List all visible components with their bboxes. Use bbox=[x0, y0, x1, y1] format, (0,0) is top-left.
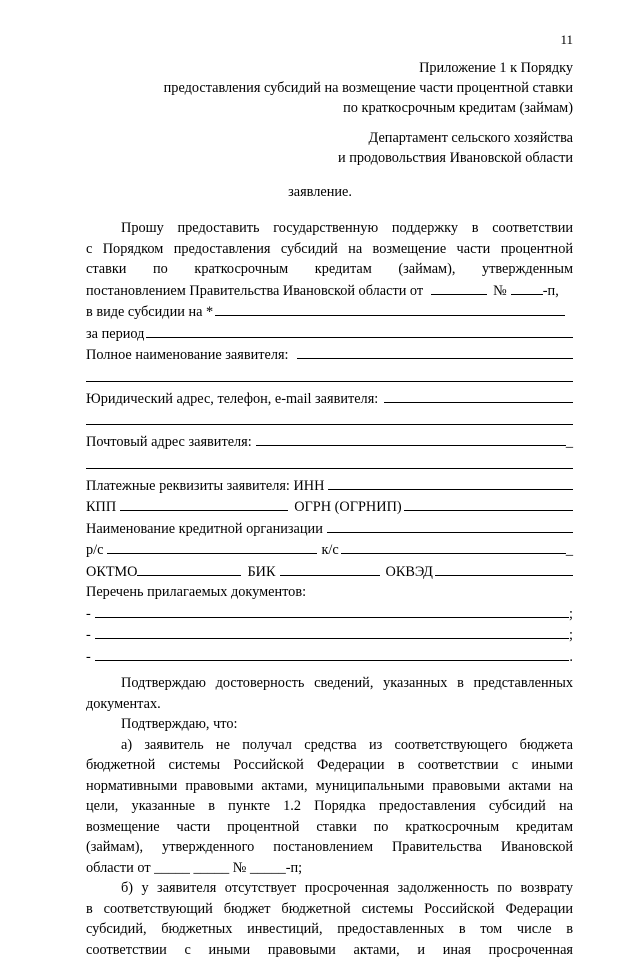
confirm-accuracy-line-1: Подтверждаю достоверность сведений, указанных в представленных bbox=[86, 673, 573, 694]
document-item-end: ; bbox=[569, 604, 573, 625]
oktmo-field[interactable] bbox=[137, 561, 241, 576]
item-a-line-3: нормативными правовыми актами, муниципальными правовыми актами на bbox=[86, 776, 573, 797]
intro-line-4 bbox=[86, 280, 573, 302]
document-item-row bbox=[86, 624, 573, 646]
item-b-line-1: б) у заявителя отсутствует просроченная задолженность по возврату bbox=[86, 878, 573, 899]
document-item-field[interactable] bbox=[95, 624, 569, 639]
resolution-label: постановлением Правительства Ивановской области от bbox=[86, 281, 423, 302]
item-a-line-7: области от _____ _____ № _____-п; bbox=[86, 858, 573, 879]
document-item-row bbox=[86, 603, 573, 625]
codes-row bbox=[86, 561, 573, 583]
full-name-field[interactable] bbox=[297, 344, 573, 359]
item-b-line-2: в соответствующий бюджет бюджетной системы Российской Федерации bbox=[86, 899, 573, 920]
subsidy-purpose-field[interactable] bbox=[215, 301, 565, 316]
document-item-dash: - bbox=[86, 647, 91, 668]
postal-address-field[interactable] bbox=[256, 431, 566, 446]
rs-field[interactable] bbox=[107, 539, 317, 554]
appendix-header bbox=[164, 58, 573, 118]
full-name-row bbox=[86, 344, 573, 366]
legal-address-field-continued[interactable] bbox=[86, 409, 573, 425]
confirm-accuracy-line-2: документах. bbox=[86, 694, 573, 715]
resolution-number-field[interactable] bbox=[511, 280, 543, 295]
item-a-line-4: цели, указанные в пункте 1.2 Порядка предоставления субсидий на bbox=[86, 796, 573, 817]
kpp-ogrn-row bbox=[86, 496, 573, 518]
legal-address-label: Юридический адрес, телефон, e-mail заявителя: bbox=[86, 389, 378, 410]
bik-field[interactable] bbox=[280, 561, 380, 576]
intro-line-2: с Порядком предоставления субсидий на возмещение части процентной bbox=[86, 239, 573, 260]
subsidy-purpose-label: в виде субсидии на * bbox=[86, 302, 213, 323]
document-item-row bbox=[86, 646, 573, 668]
number-sign: № bbox=[493, 281, 507, 302]
postal-address-row bbox=[86, 431, 573, 453]
legal-address-field[interactable] bbox=[384, 388, 573, 403]
confirm-heading: Подтверждаю, что: bbox=[86, 714, 573, 735]
inn-field[interactable] bbox=[328, 475, 573, 490]
document-item-dash: - bbox=[86, 604, 91, 625]
ks-field[interactable] bbox=[341, 539, 566, 554]
bank-row bbox=[86, 518, 573, 540]
document-item-dash: - bbox=[86, 625, 91, 646]
rs-label: р/с bbox=[86, 540, 103, 561]
ogrn-label: ОГРН (ОГРНИП) bbox=[294, 497, 401, 518]
ks-end: _ bbox=[566, 540, 573, 561]
addressee-line-1: Департамент сельского хозяйства bbox=[338, 128, 573, 148]
okved-field[interactable] bbox=[435, 561, 573, 576]
appendix-line-1: Приложение 1 к Порядку bbox=[164, 58, 573, 78]
item-b-line-3: субсидий, бюджетных инвестиций, предоставленных в том числе в bbox=[86, 919, 573, 940]
item-b-line-4: соответствии с иными правовыми актами, и иная просроченная bbox=[86, 940, 573, 960]
application-body bbox=[86, 218, 573, 960]
document-item-field[interactable] bbox=[95, 603, 569, 618]
subsidy-purpose-row bbox=[86, 301, 573, 323]
inn-row bbox=[86, 475, 573, 497]
intro-line-1: Прошу предоставить государственную поддержку в соответствии bbox=[86, 218, 573, 239]
resolution-date-field[interactable] bbox=[431, 280, 487, 295]
item-a-line-1: а) заявитель не получал средства из соответствующего бюджета bbox=[86, 735, 573, 756]
document-title: заявление. bbox=[0, 182, 640, 202]
ks-label: к/с bbox=[321, 540, 338, 561]
period-row bbox=[86, 323, 573, 345]
bik-label: БИК bbox=[247, 562, 275, 583]
item-a-line-6: (займам), утвержденного постановлением Правительства Ивановской bbox=[86, 837, 573, 858]
bank-field[interactable] bbox=[327, 518, 573, 533]
postal-address-field-continued[interactable] bbox=[86, 453, 573, 469]
oktmo-label: ОКТМО bbox=[86, 562, 137, 583]
inn-label: Платежные реквизиты заявителя: ИНН bbox=[86, 476, 324, 497]
addressee-line-2: и продовольствия Ивановской области bbox=[338, 148, 573, 168]
accounts-row bbox=[86, 539, 573, 561]
document-item-end: ; bbox=[569, 625, 573, 646]
okved-label: ОКВЭД bbox=[386, 562, 433, 583]
documents-list-label: Перечень прилагаемых документов: bbox=[86, 582, 573, 603]
period-label: за период bbox=[86, 324, 144, 345]
full-name-label: Полное наименование заявителя: bbox=[86, 345, 289, 366]
period-field[interactable] bbox=[146, 323, 573, 338]
ogrn-field[interactable] bbox=[404, 496, 573, 511]
resolution-suffix: -п, bbox=[543, 281, 559, 302]
item-a-line-2: бюджетной системы Российской Федерации в соответствии с иными bbox=[86, 755, 573, 776]
full-name-field-continued[interactable] bbox=[86, 366, 573, 382]
kpp-label: КПП bbox=[86, 497, 116, 518]
appendix-line-2: предоставления субсидий на возмещение части процентной ставки bbox=[164, 78, 573, 98]
legal-address-row bbox=[86, 388, 573, 410]
document-item-field[interactable] bbox=[95, 646, 570, 661]
appendix-line-3: по краткосрочным кредитам (займам) bbox=[164, 98, 573, 118]
document-item-end: . bbox=[569, 647, 573, 668]
bank-label: Наименование кредитной организации bbox=[86, 519, 323, 540]
item-a-line-5: возмещение части процентной ставки по краткосрочным кредитам bbox=[86, 817, 573, 838]
intro-line-3: ставки по краткосрочным кредитам (займам), утвержденным bbox=[86, 259, 573, 280]
addressee-block bbox=[338, 128, 573, 168]
kpp-field[interactable] bbox=[120, 496, 288, 511]
postal-address-end: _ bbox=[566, 432, 573, 453]
page-number: 11 bbox=[545, 32, 573, 48]
postal-address-label: Почтовый адрес заявителя: bbox=[86, 432, 252, 453]
